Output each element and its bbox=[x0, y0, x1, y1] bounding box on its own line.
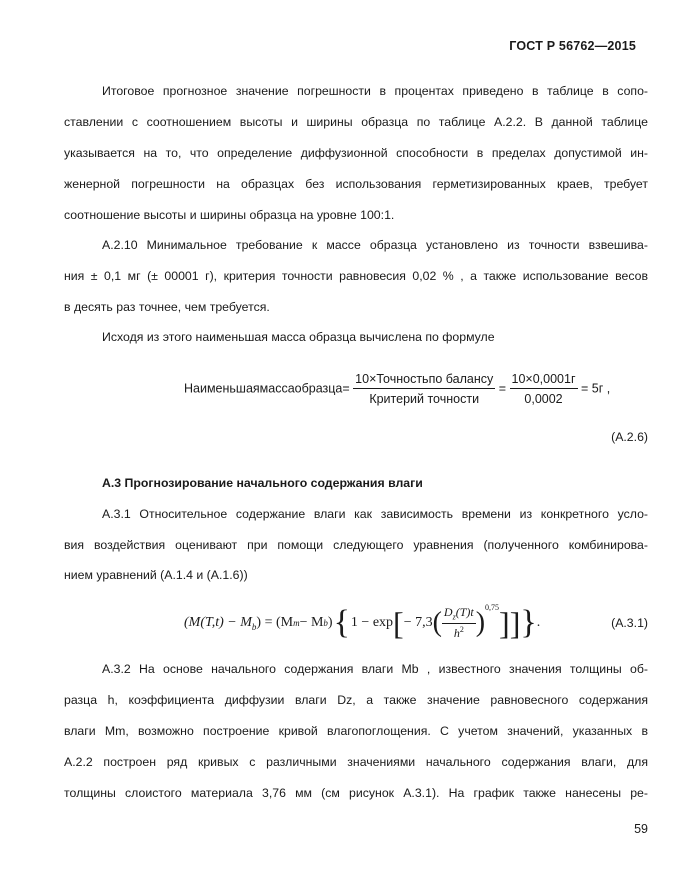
exponent: 0,75 bbox=[485, 603, 500, 612]
text-line: ния ± 0,1 мг (± 00001 г), критерия точности равновесия 0,02 % , а также использование весов bbox=[64, 269, 648, 283]
fraction-denominator: Критерий точности bbox=[369, 392, 480, 406]
text-line: Итоговое прогнозное значение погрешности в процентах приведено в таблице в сопо- bbox=[102, 84, 648, 98]
formula-smallest-mass bbox=[184, 372, 610, 406]
fraction-precision bbox=[353, 372, 495, 406]
text-line: в десять раз точнее, чем требуется. bbox=[64, 300, 270, 314]
formula-moisture-content: ($M(T,t) - M_b$ ) = (M m − M b ) { 1 − exp [ − 7,3 ( $\frac{D_z(T)t}{h^2}$ ) $^{0,75}$ ]] } . bbox=[184, 603, 541, 641]
equals-sign: = bbox=[498, 381, 507, 396]
text-line: ставлении с соотношением высоты и ширины образца по таблице А.2.2. В данной таблице bbox=[64, 115, 648, 129]
text-line: женерной погрешности на образцах без использования герметизированных краев, требует bbox=[64, 177, 648, 191]
equation-number: (A.3.1) bbox=[611, 616, 648, 630]
right-bracket: ]] bbox=[499, 605, 521, 641]
text-line: влаги Mm, возможно построение кривой влагопоглощения. С учетом значений, указанных в bbox=[64, 724, 648, 738]
formula-exp: 1 − exp bbox=[350, 615, 394, 630]
right-brace: } bbox=[520, 604, 537, 641]
fraction-values bbox=[510, 372, 578, 406]
text-line: А.3.2 На основе начального содержания влаги Mb , известного значения толщины об- bbox=[102, 662, 648, 676]
page-number: 59 bbox=[634, 822, 648, 836]
formula-lhs: Наименьшаямассаобразца= bbox=[184, 381, 350, 396]
formula-left-part: ($M(T,t) - M_b$ bbox=[184, 614, 257, 632]
left-paren: ( bbox=[432, 607, 442, 638]
equation-number: (A.2.6) bbox=[611, 430, 648, 444]
fraction-denominator: 0,0002 bbox=[524, 392, 563, 406]
left-brace: { bbox=[333, 604, 350, 641]
text-line: соотношение высоты и ширины образца на уровне 100:1. bbox=[64, 208, 395, 222]
text-line: А.2.2 построен ряд кривых с различными значениями начального содержания влаги, для bbox=[64, 755, 648, 769]
fraction-numerator: 10×0,0001г bbox=[510, 372, 578, 389]
paragraph-3: Исходя из этого наименьшая масса образца вычислена по формуле bbox=[102, 330, 495, 344]
fraction-diffusion: $\frac{D_z(T)t}{h^2}$ bbox=[443, 605, 474, 640]
text-line: указывается на то, что определение диффузионной способности в пределах допустимой ин- bbox=[64, 146, 648, 160]
text-line: А.3.1 Относительное содержание влаги как зависимость времени из конкретного усло- bbox=[102, 507, 648, 521]
text-line: вия воздействия оценивают при помощи следующего уравнения (полученного комбинирова- bbox=[64, 538, 648, 552]
left-bracket: [ bbox=[393, 605, 404, 641]
text-line: толщины слоистого материала 3,76 мм (см рисунок А.3.1). На график также нанесены ре- bbox=[64, 786, 648, 800]
right-paren: ) bbox=[475, 607, 486, 638]
text-line: разца h, коэффициента диффузии влаги Dz, а также значение равновесного содержания bbox=[64, 693, 648, 707]
document-header: ГОСТ Р 56762—2015 bbox=[509, 39, 636, 53]
formula-result: = 5г , bbox=[581, 381, 611, 396]
formula-coef: − 7,3 bbox=[403, 615, 433, 630]
section-heading: А.3 Прогнозирование начального содержания влаги bbox=[102, 476, 423, 490]
text-line: нием уравнений (А.1.4 и (А.1.6)) bbox=[64, 568, 248, 582]
text-line: А.2.10 Минимальное требование к массе образца установлено из точности взвешива- bbox=[102, 238, 648, 252]
fraction-numerator: 10×Точностьпо балансу bbox=[353, 372, 495, 389]
